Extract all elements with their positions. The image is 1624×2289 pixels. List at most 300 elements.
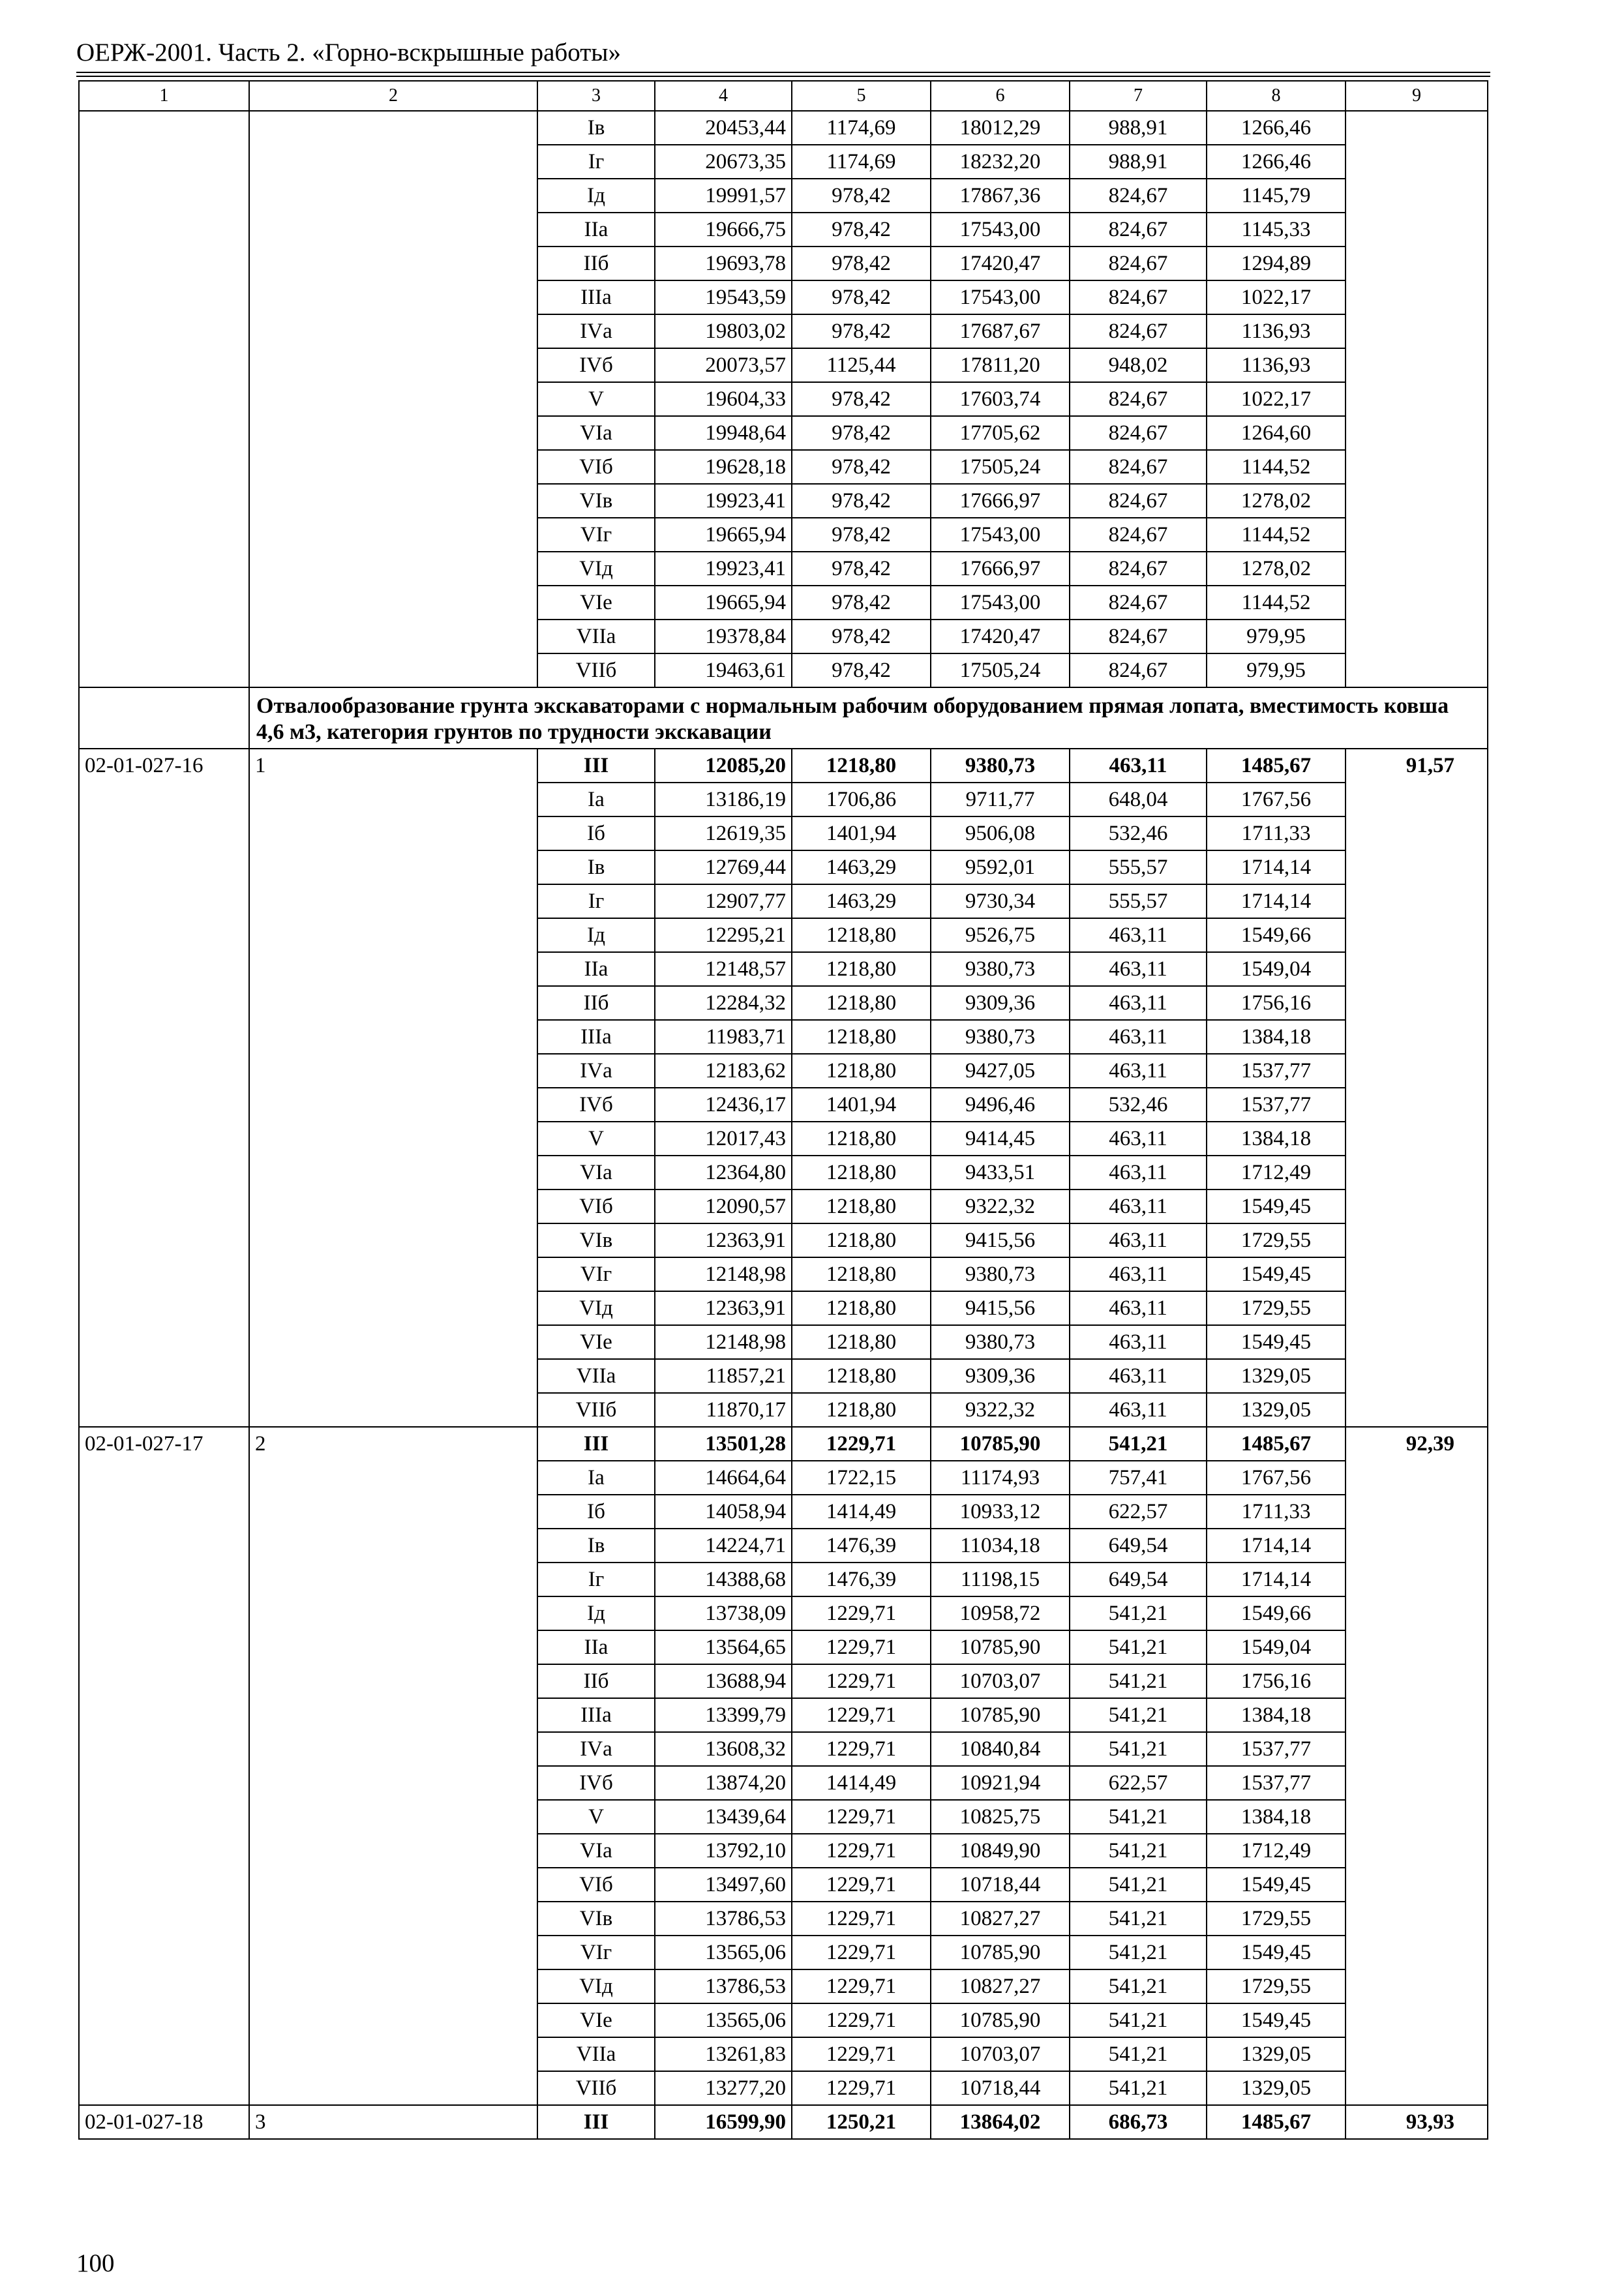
soil-group-cell: IIб <box>537 1664 655 1698</box>
value-cell: 1266,46 <box>1207 145 1346 179</box>
value-cell: 1756,16 <box>1207 1664 1346 1698</box>
value-cell: 1136,93 <box>1207 348 1346 382</box>
value-cell: 10825,75 <box>931 1800 1070 1834</box>
value-cell: 1229,71 <box>792 1596 931 1630</box>
column-number-cell: 9 <box>1346 81 1488 111</box>
value-cell: 1278,02 <box>1207 552 1346 586</box>
soil-group-cell: IVа <box>537 1732 655 1766</box>
value-cell: 13786,53 <box>655 1902 792 1936</box>
value-cell: 463,11 <box>1070 1122 1207 1156</box>
value-cell: 1329,05 <box>1207 2037 1346 2071</box>
soil-group-cell: Iд <box>537 918 655 952</box>
value-cell: 9592,01 <box>931 850 1070 884</box>
section-heading: Отвалообразование грунта экскаваторами с нормальным рабочим оборудованием прямая лопата, вместимость ковша 4,6 м3, категория грунтов по трудности экскавации <box>249 687 1488 749</box>
value-cell: 13738,09 <box>655 1596 792 1630</box>
value-cell: 1729,55 <box>1207 1223 1346 1257</box>
value-cell: 10827,27 <box>931 1902 1070 1936</box>
value-cell: 19948,64 <box>655 416 792 450</box>
value-cell: 979,95 <box>1207 620 1346 653</box>
value-cell: 1401,94 <box>792 816 931 850</box>
value-cell: 19666,75 <box>655 213 792 247</box>
column-number-cell: 5 <box>792 81 931 111</box>
soil-group-cell: IVб <box>537 1766 655 1800</box>
header-rule-top <box>76 72 1490 73</box>
soil-group-cell: VIIа <box>537 620 655 653</box>
value-cell: 9711,77 <box>931 783 1070 816</box>
value-cell: 541,21 <box>1070 1698 1207 1732</box>
value-cell: 9496,46 <box>931 1088 1070 1122</box>
value-cell: 1463,29 <box>792 884 931 918</box>
value-cell: 649,54 <box>1070 1563 1207 1596</box>
soil-group-cell: VIе <box>537 2003 655 2037</box>
value-cell: 978,42 <box>792 518 931 552</box>
value-cell: 1218,80 <box>792 1054 931 1088</box>
value-cell: 13792,10 <box>655 1834 792 1868</box>
value-cell: 1144,52 <box>1207 450 1346 484</box>
value-cell: 1218,80 <box>792 1122 931 1156</box>
soil-group-cell: IIб <box>537 247 655 280</box>
value-cell: 541,21 <box>1070 2071 1207 2105</box>
value-cell: 19628,18 <box>655 450 792 484</box>
value-cell: 1537,77 <box>1207 1766 1346 1800</box>
value-cell: 1136,93 <box>1207 314 1346 348</box>
value-cell: 17867,36 <box>931 179 1070 213</box>
value-cell: 1463,29 <box>792 850 931 884</box>
value-cell: 978,42 <box>792 653 931 687</box>
value-cell: 20673,35 <box>655 145 792 179</box>
value-cell: 824,67 <box>1070 213 1207 247</box>
value-cell: 1266,46 <box>1207 111 1346 145</box>
value-cell: 541,21 <box>1070 1902 1207 1936</box>
value-cell: 1218,80 <box>792 1393 931 1427</box>
value-cell: 1549,45 <box>1207 1325 1346 1359</box>
value-cell: 1329,05 <box>1207 2071 1346 2105</box>
soil-group-cell: III <box>537 1427 655 1461</box>
table-row <box>79 2105 1488 2139</box>
soil-group-cell: VIе <box>537 1325 655 1359</box>
soil-group-cell: IVа <box>537 1054 655 1088</box>
soil-group-cell: V <box>537 382 655 416</box>
soil-group-cell: VIг <box>537 518 655 552</box>
value-cell: 541,21 <box>1070 1868 1207 1902</box>
value-cell: 1756,16 <box>1207 986 1346 1020</box>
value-cell: 19604,33 <box>655 382 792 416</box>
value-cell: 1174,69 <box>792 111 931 145</box>
column-number-row <box>79 81 1488 111</box>
value-cell: 10718,44 <box>931 2071 1070 2105</box>
soil-group-cell: VIIб <box>537 2071 655 2105</box>
value-cell: 824,67 <box>1070 484 1207 518</box>
item-number-cell: 3 <box>249 2105 537 2139</box>
value-cell: 12284,32 <box>655 986 792 1020</box>
soil-group-cell: VIIб <box>537 1393 655 1427</box>
value-cell: 978,42 <box>792 586 931 620</box>
value-cell: 11870,17 <box>655 1393 792 1427</box>
soil-group-cell: IIIа <box>537 1020 655 1054</box>
value-cell: 1714,14 <box>1207 1563 1346 1596</box>
value-cell: 555,57 <box>1070 850 1207 884</box>
value-cell: 17687,67 <box>931 314 1070 348</box>
value-cell: 19378,84 <box>655 620 792 653</box>
value-cell: 10933,12 <box>931 1495 1070 1529</box>
value-cell: 1174,69 <box>792 145 931 179</box>
soil-group-cell: Iа <box>537 783 655 816</box>
value-cell: 13501,28 <box>655 1427 792 1461</box>
value-cell: 1384,18 <box>1207 1020 1346 1054</box>
column-number-cell: 2 <box>249 81 537 111</box>
value-cell: 541,21 <box>1070 1664 1207 1698</box>
value-cell: 9380,73 <box>931 952 1070 986</box>
value-cell: 1218,80 <box>792 918 931 952</box>
value-cell: 1549,45 <box>1207 1257 1346 1291</box>
value-cell: 1706,86 <box>792 783 931 816</box>
soil-group-cell: VIг <box>537 1257 655 1291</box>
value-cell: 541,21 <box>1070 2037 1207 2071</box>
value-cell: 1218,80 <box>792 986 931 1020</box>
value-cell: 463,11 <box>1070 1156 1207 1189</box>
soil-group-cell: IIIа <box>537 280 655 314</box>
value-cell: 1549,45 <box>1207 1189 1346 1223</box>
value-cell: 1384,18 <box>1207 1800 1346 1834</box>
value-cell: 13874,20 <box>655 1766 792 1800</box>
value-cell: 1022,17 <box>1207 382 1346 416</box>
value-cell: 9309,36 <box>931 986 1070 1020</box>
value-cell: 1549,66 <box>1207 918 1346 952</box>
value-cell: 1229,71 <box>792 1800 931 1834</box>
value-cell: 1250,21 <box>792 2105 931 2139</box>
value-cell: 948,02 <box>1070 348 1207 382</box>
soil-group-cell: V <box>537 1122 655 1156</box>
value-cell: 9380,73 <box>931 1020 1070 1054</box>
value-cell: 12183,62 <box>655 1054 792 1088</box>
value-cell: 9380,73 <box>931 749 1070 783</box>
value-cell: 9380,73 <box>931 1325 1070 1359</box>
value-cell: 1145,33 <box>1207 213 1346 247</box>
value-cell: 1414,49 <box>792 1495 931 1529</box>
value-cell: 10785,90 <box>931 1630 1070 1664</box>
value-cell: 824,67 <box>1070 382 1207 416</box>
soil-group-cell: Iб <box>537 816 655 850</box>
value-cell: 1229,71 <box>792 1936 931 1969</box>
soil-group-cell: Iд <box>537 179 655 213</box>
column-number-cell: 3 <box>537 81 655 111</box>
value-cell: 19991,57 <box>655 179 792 213</box>
value-cell: 1329,05 <box>1207 1393 1346 1427</box>
soil-group-cell: Iа <box>537 1461 655 1495</box>
value-cell: 12363,91 <box>655 1223 792 1257</box>
value-cell: 1729,55 <box>1207 1902 1346 1936</box>
value-cell: 463,11 <box>1070 1393 1207 1427</box>
value-cell: 13565,06 <box>655 1936 792 1969</box>
soil-group-cell: IIа <box>537 952 655 986</box>
value-cell: 9433,51 <box>931 1156 1070 1189</box>
soil-group-cell: VIа <box>537 1156 655 1189</box>
soil-group-cell: III <box>537 2105 655 2139</box>
value-cell: 10785,90 <box>931 1698 1070 1732</box>
value-cell: 17543,00 <box>931 586 1070 620</box>
value-cell: 12907,77 <box>655 884 792 918</box>
value-cell: 13399,79 <box>655 1698 792 1732</box>
value-cell: 13786,53 <box>655 1969 792 2003</box>
value-cell: 1714,14 <box>1207 884 1346 918</box>
value-cell: 1125,44 <box>792 348 931 382</box>
value-cell: 824,67 <box>1070 280 1207 314</box>
value-cell: 1712,49 <box>1207 1834 1346 1868</box>
value-cell: 12769,44 <box>655 850 792 884</box>
value-cell: 757,41 <box>1070 1461 1207 1495</box>
value-cell: 17505,24 <box>931 450 1070 484</box>
value-cell: 824,67 <box>1070 314 1207 348</box>
value-cell: 463,11 <box>1070 1223 1207 1257</box>
soil-group-cell: Iб <box>537 1495 655 1529</box>
value-cell: 17543,00 <box>931 518 1070 552</box>
table-row <box>79 1427 1488 1461</box>
soil-group-cell: IVб <box>537 348 655 382</box>
value-cell: 1549,45 <box>1207 1936 1346 1969</box>
value-cell: 1476,39 <box>792 1563 931 1596</box>
value-cell: 9414,45 <box>931 1122 1070 1156</box>
value-cell: 463,11 <box>1070 1054 1207 1088</box>
value-cell: 1218,80 <box>792 1020 931 1054</box>
value-cell: 824,67 <box>1070 620 1207 653</box>
value-cell: 20073,57 <box>655 348 792 382</box>
soil-group-cell: IIIа <box>537 1698 655 1732</box>
value-cell: 649,54 <box>1070 1529 1207 1563</box>
value-cell: 1022,17 <box>1207 280 1346 314</box>
value-cell: 17603,74 <box>931 382 1070 416</box>
value-cell: 463,11 <box>1070 749 1207 783</box>
value-cell: 10785,90 <box>931 1936 1070 1969</box>
value-cell: 824,67 <box>1070 247 1207 280</box>
value-cell: 1549,45 <box>1207 2003 1346 2037</box>
value-cell: 988,91 <box>1070 145 1207 179</box>
value-cell: 532,46 <box>1070 816 1207 850</box>
value-cell: 1714,14 <box>1207 1529 1346 1563</box>
value-cell: 541,21 <box>1070 1800 1207 1834</box>
soil-group-cell: VIд <box>537 552 655 586</box>
value-cell: 1729,55 <box>1207 1969 1346 2003</box>
rate-code-cell <box>79 111 249 687</box>
value-cell: 979,95 <box>1207 653 1346 687</box>
value-cell: 9415,56 <box>931 1291 1070 1325</box>
soil-group-cell: VIе <box>537 586 655 620</box>
value-cell: 10718,44 <box>931 1868 1070 1902</box>
value-cell: 1414,49 <box>792 1766 931 1800</box>
item-number-cell: 1 <box>249 749 537 1427</box>
value-cell: 1229,71 <box>792 2071 931 2105</box>
value-cell: 13439,64 <box>655 1800 792 1834</box>
value-cell: 18232,20 <box>931 145 1070 179</box>
value-cell: 1329,05 <box>1207 1359 1346 1393</box>
value-cell: 978,42 <box>792 416 931 450</box>
value-cell: 17811,20 <box>931 348 1070 382</box>
value-cell: 824,67 <box>1070 518 1207 552</box>
value-cell: 13564,65 <box>655 1630 792 1664</box>
value-cell: 10785,90 <box>931 2003 1070 2037</box>
soil-group-cell: VIд <box>537 1969 655 2003</box>
value-cell: 12295,21 <box>655 918 792 952</box>
value-cell: 17505,24 <box>931 653 1070 687</box>
value-cell: 541,21 <box>1070 2003 1207 2037</box>
table-row <box>79 111 1488 145</box>
rate-code-cell: 02-01-027-17 <box>79 1427 249 2105</box>
rate-code-cell: 02-01-027-16 <box>79 749 249 1427</box>
soil-group-cell: Iг <box>537 884 655 918</box>
value-cell: 12436,17 <box>655 1088 792 1122</box>
value-cell: 13565,06 <box>655 2003 792 2037</box>
table-row <box>79 749 1488 783</box>
value-cell: 9322,32 <box>931 1189 1070 1223</box>
value-cell: 541,21 <box>1070 1936 1207 1969</box>
value-cell: 13261,83 <box>655 2037 792 2071</box>
labor-rate-cell: 92,39 <box>1346 1427 1488 2105</box>
value-cell: 12364,80 <box>655 1156 792 1189</box>
value-cell: 1229,71 <box>792 1698 931 1732</box>
value-cell: 13864,02 <box>931 2105 1070 2139</box>
column-number-cell: 4 <box>655 81 792 111</box>
value-cell: 19665,94 <box>655 586 792 620</box>
value-cell: 11198,15 <box>931 1563 1070 1596</box>
item-number-cell <box>249 111 537 687</box>
value-cell: 1537,77 <box>1207 1732 1346 1766</box>
value-cell: 1218,80 <box>792 1291 931 1325</box>
value-cell: 19923,41 <box>655 552 792 586</box>
value-cell: 11174,93 <box>931 1461 1070 1495</box>
soil-group-cell: Iв <box>537 111 655 145</box>
value-cell: 17420,47 <box>931 247 1070 280</box>
value-cell: 1384,18 <box>1207 1122 1346 1156</box>
value-cell: 12363,91 <box>655 1291 792 1325</box>
value-cell: 9322,32 <box>931 1393 1070 1427</box>
soil-group-cell: VIв <box>537 484 655 518</box>
value-cell: 978,42 <box>792 314 931 348</box>
value-cell: 9380,73 <box>931 1257 1070 1291</box>
column-number-cell: 8 <box>1207 81 1346 111</box>
value-cell: 463,11 <box>1070 1020 1207 1054</box>
value-cell: 19665,94 <box>655 518 792 552</box>
value-cell: 541,21 <box>1070 1969 1207 2003</box>
value-cell: 12017,43 <box>655 1122 792 1156</box>
value-cell: 824,67 <box>1070 450 1207 484</box>
value-cell: 1229,71 <box>792 2003 931 2037</box>
value-cell: 1144,52 <box>1207 518 1346 552</box>
soil-group-cell: IIб <box>537 986 655 1020</box>
value-cell: 541,21 <box>1070 1732 1207 1766</box>
value-cell: 978,42 <box>792 450 931 484</box>
value-cell: 1711,33 <box>1207 816 1346 850</box>
value-cell: 1218,80 <box>792 1156 931 1189</box>
value-cell: 9309,36 <box>931 1359 1070 1393</box>
value-cell: 13277,20 <box>655 2071 792 2105</box>
value-cell: 1767,56 <box>1207 1461 1346 1495</box>
soil-group-cell: VIIа <box>537 2037 655 2071</box>
value-cell: 1229,71 <box>792 1630 931 1664</box>
value-cell: 622,57 <box>1070 1495 1207 1529</box>
value-cell: 686,73 <box>1070 2105 1207 2139</box>
value-cell: 1218,80 <box>792 952 931 986</box>
value-cell: 1264,60 <box>1207 416 1346 450</box>
column-number-cell: 7 <box>1070 81 1207 111</box>
soil-group-cell: Iг <box>537 1563 655 1596</box>
value-cell: 555,57 <box>1070 884 1207 918</box>
value-cell: 1485,67 <box>1207 2105 1346 2139</box>
value-cell: 13186,19 <box>655 783 792 816</box>
value-cell: 14058,94 <box>655 1495 792 1529</box>
page-number: 100 <box>76 2249 115 2277</box>
value-cell: 978,42 <box>792 484 931 518</box>
value-cell: 9427,05 <box>931 1054 1070 1088</box>
value-cell: 9730,34 <box>931 884 1070 918</box>
soil-group-cell: VIа <box>537 1834 655 1868</box>
value-cell: 1218,80 <box>792 749 931 783</box>
value-cell: 1294,89 <box>1207 247 1346 280</box>
value-cell: 16599,90 <box>655 2105 792 2139</box>
value-cell: 541,21 <box>1070 1427 1207 1461</box>
value-cell: 9506,08 <box>931 816 1070 850</box>
value-cell: 20453,44 <box>655 111 792 145</box>
value-cell: 978,42 <box>792 247 931 280</box>
value-cell: 10849,90 <box>931 1834 1070 1868</box>
value-cell: 1714,14 <box>1207 850 1346 884</box>
value-cell: 1229,71 <box>792 1902 931 1936</box>
value-cell: 9415,56 <box>931 1223 1070 1257</box>
page-header-title: ОЕРЖ-2001. Часть 2. «Горно-вскрышные работы» <box>76 38 621 67</box>
value-cell: 978,42 <box>792 552 931 586</box>
header-rule-bottom <box>76 76 1490 77</box>
value-cell: 532,46 <box>1070 1088 1207 1122</box>
soil-group-cell: VIа <box>537 416 655 450</box>
value-cell: 12148,98 <box>655 1257 792 1291</box>
value-cell: 19693,78 <box>655 247 792 280</box>
value-cell: 10703,07 <box>931 2037 1070 2071</box>
value-cell: 11983,71 <box>655 1020 792 1054</box>
value-cell: 13497,60 <box>655 1868 792 1902</box>
value-cell: 11034,18 <box>931 1529 1070 1563</box>
value-cell: 1229,71 <box>792 1427 931 1461</box>
value-cell: 824,67 <box>1070 179 1207 213</box>
value-cell: 1767,56 <box>1207 783 1346 816</box>
value-cell: 824,67 <box>1070 552 1207 586</box>
value-cell: 12148,57 <box>655 952 792 986</box>
soil-group-cell: IIа <box>537 1630 655 1664</box>
value-cell: 18012,29 <box>931 111 1070 145</box>
value-cell: 463,11 <box>1070 1291 1207 1325</box>
value-cell: 10921,94 <box>931 1766 1070 1800</box>
value-cell: 11857,21 <box>655 1359 792 1393</box>
value-cell: 14224,71 <box>655 1529 792 1563</box>
section-blank-cell <box>79 687 249 749</box>
value-cell: 1229,71 <box>792 1664 931 1698</box>
value-cell: 10840,84 <box>931 1732 1070 1766</box>
value-cell: 1485,67 <box>1207 749 1346 783</box>
value-cell: 1549,04 <box>1207 1630 1346 1664</box>
value-cell: 978,42 <box>792 179 931 213</box>
soil-group-cell: Iг <box>537 145 655 179</box>
labor-rate-cell <box>1346 111 1488 687</box>
value-cell: 1229,71 <box>792 2037 931 2071</box>
value-cell: 1476,39 <box>792 1529 931 1563</box>
soil-group-cell: Iв <box>537 1529 655 1563</box>
value-cell: 10785,90 <box>931 1427 1070 1461</box>
soil-group-cell: VIб <box>537 1868 655 1902</box>
value-cell: 17705,62 <box>931 416 1070 450</box>
item-number-cell: 2 <box>249 1427 537 2105</box>
value-cell: 1229,71 <box>792 1868 931 1902</box>
value-cell: 1145,79 <box>1207 179 1346 213</box>
value-cell: 1537,77 <box>1207 1088 1346 1122</box>
value-cell: 541,21 <box>1070 1834 1207 1868</box>
value-cell: 463,11 <box>1070 1189 1207 1223</box>
